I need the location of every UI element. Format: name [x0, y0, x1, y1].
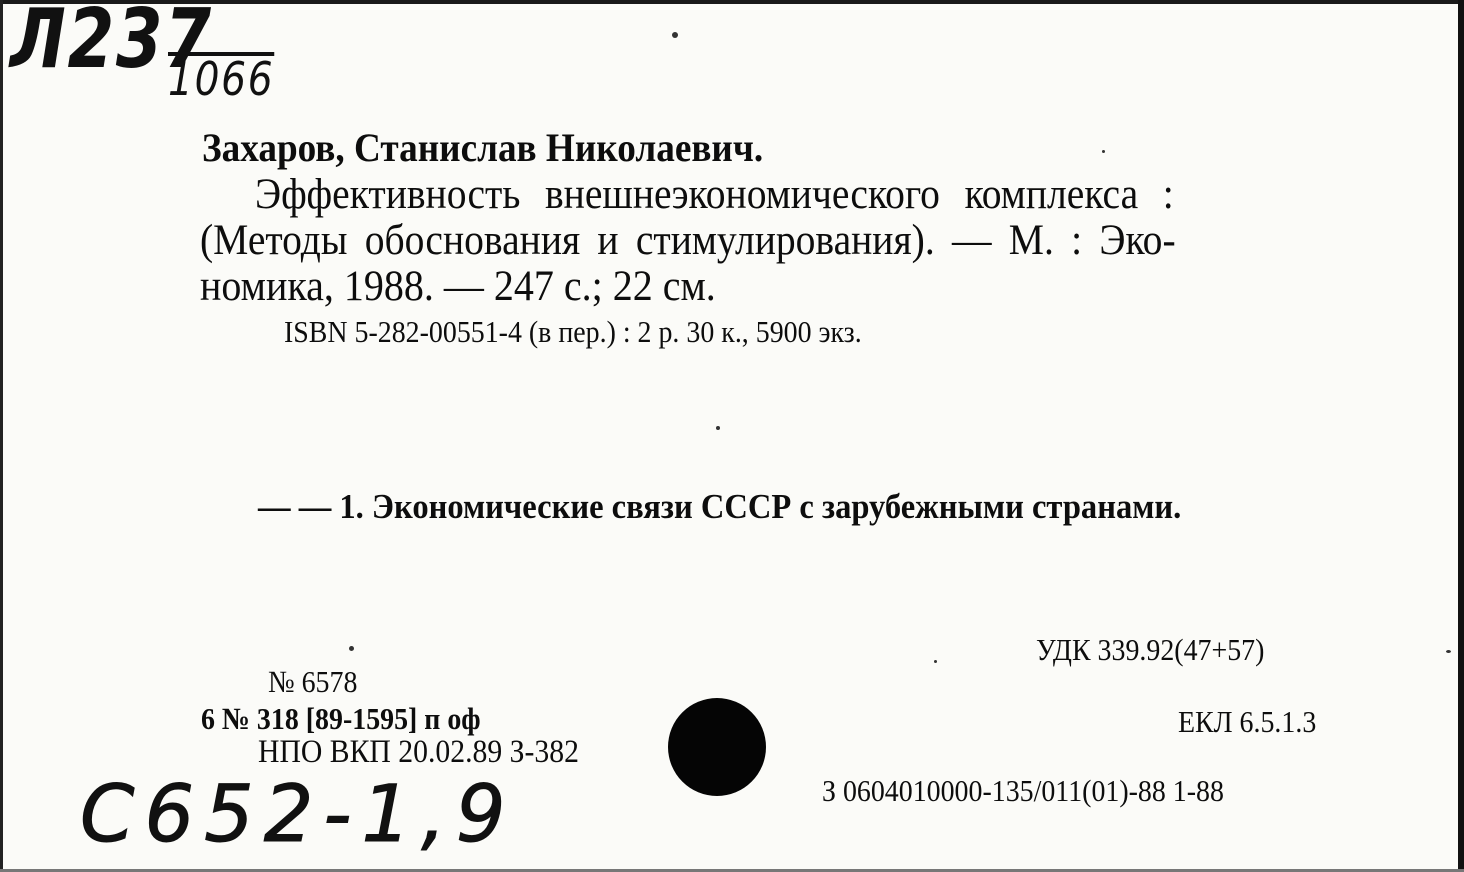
title-line-3: номика, 1988. — 247 с.; 22 см. [200, 263, 716, 310]
dust-speck [672, 32, 678, 38]
handwritten-call-number: Л237 [10, 0, 213, 87]
card-top-edge [0, 0, 1464, 4]
title-line-2: (Методы обоснования и стимулирования). — М. : Эко- [200, 217, 1176, 264]
dust-speck [1102, 150, 1105, 153]
dust-speck [1446, 650, 1451, 653]
handwritten-shelf-mark: С652-1,9 [80, 770, 516, 860]
handwritten-sub-number: 1066 [168, 52, 275, 106]
publication-index: З 0604010000-135/011(01)-88 1-88 [822, 773, 1224, 808]
npo-line: НПО ВКП 20.02.89 З-382 [258, 734, 579, 770]
isbn-line: ISBN 5-282-00551-4 (в пер.) : 2 р. 30 к., 5900 экз. [284, 314, 862, 349]
dust-speck [934, 660, 937, 663]
author-heading: Захаров, Станислав Николаевич. [202, 125, 764, 170]
print-order: 6 № 318 [89-1595] п оф [201, 701, 481, 736]
subject-heading: — — 1. Экономические связи СССР с зарубежными странами. [258, 487, 1182, 526]
title-line-1: Эффективность внешнеэкономического комплекса : [255, 171, 1174, 218]
ekl-code: ЕКЛ 6.5.1.3 [1178, 704, 1317, 739]
dust-speck [349, 646, 354, 651]
card-left-edge [0, 0, 3, 872]
udk-code: УДК 339.92(47+57) [1036, 632, 1265, 667]
punch-hole [668, 698, 766, 796]
card-number: № 6578 [268, 664, 358, 699]
dust-speck [716, 426, 720, 430]
card-right-edge [1458, 0, 1464, 872]
